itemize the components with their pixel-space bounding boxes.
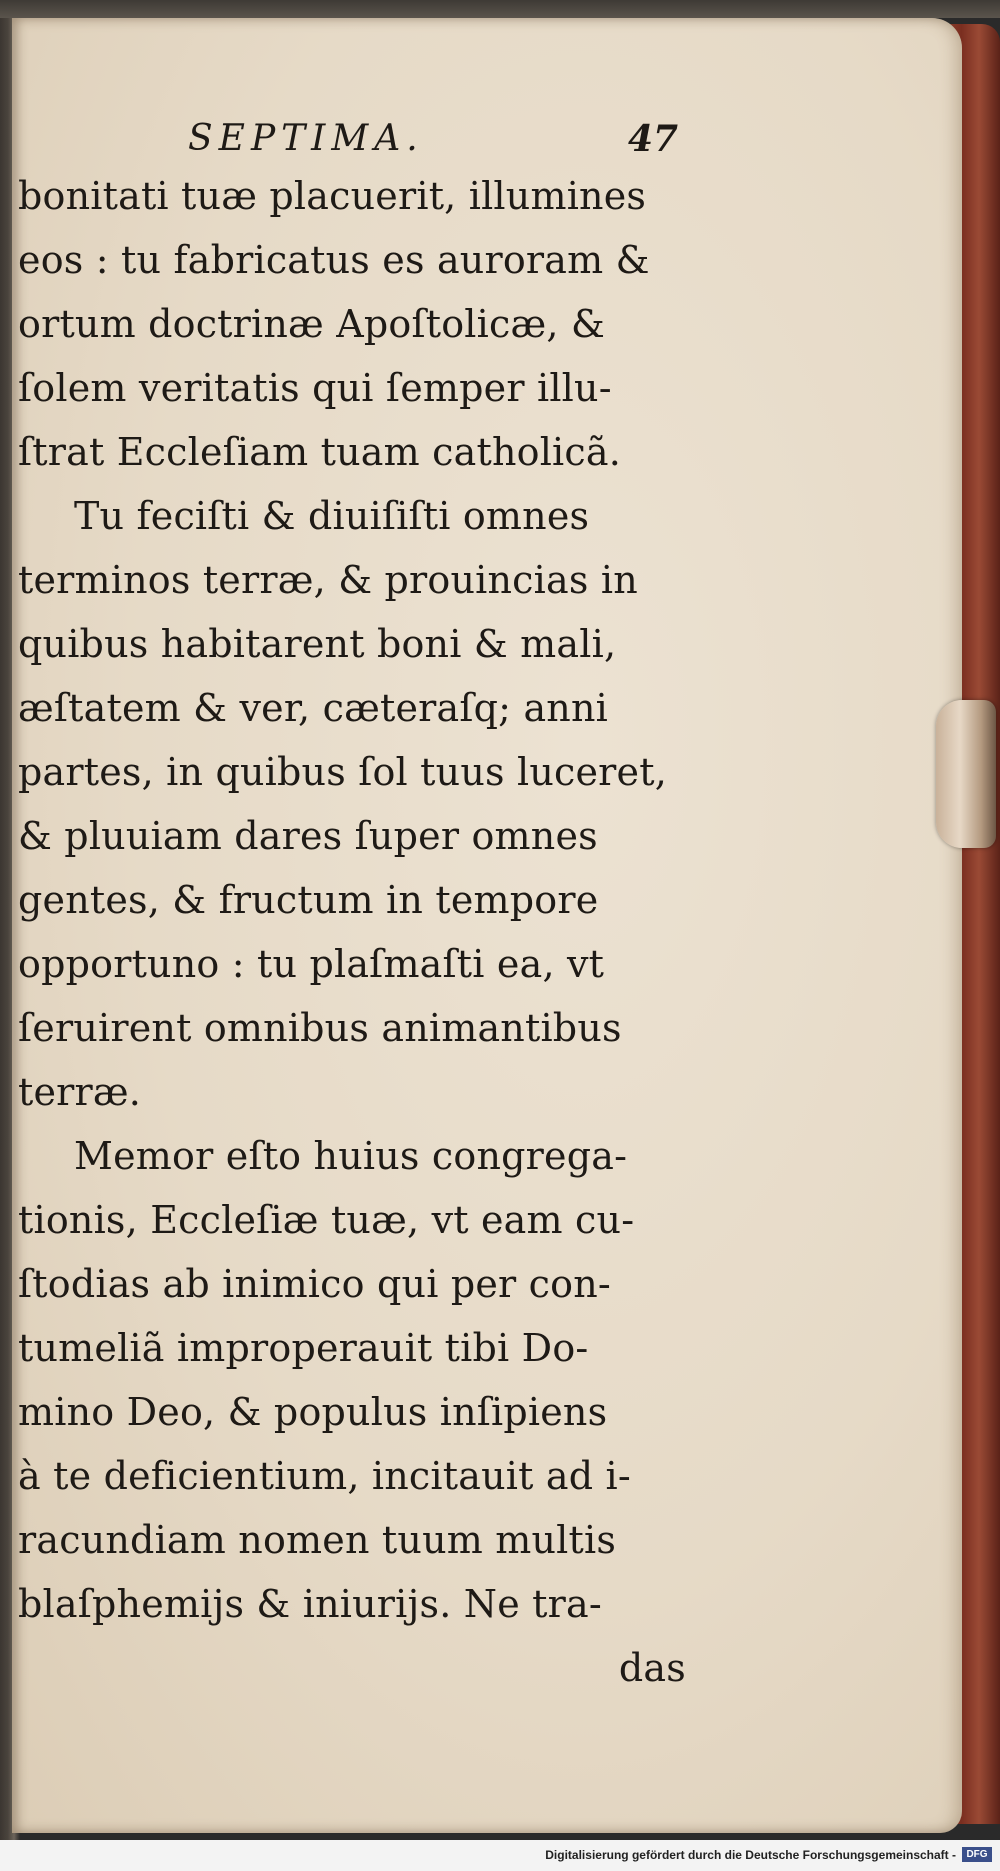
text-line: ortum doctrinæ Apoſtolicæ, & [18, 302, 605, 346]
text-line: ſtrat Eccleſiam tuam catholicã. [18, 430, 622, 474]
text-line: bonitati tuæ placuerit, illumines [18, 174, 647, 218]
text-line: à te deficientium, incitauit ad i- [18, 1454, 631, 1498]
text-line: blaſphemijs & iniurijs. Ne tra- [18, 1582, 602, 1626]
text-line: tionis, Eccleſiæ tuæ, vt eam cu- [18, 1198, 635, 1242]
text-line: tumeliã improperauit tibi Do- [18, 1326, 589, 1370]
page-number: 47 [628, 118, 679, 160]
text-line: Memor eſto huius congrega- [74, 1134, 628, 1178]
text-line: opportuno : tu plaſmaſti ea, vt [18, 942, 605, 986]
text-line: terminos terræ, & prouincias in [18, 558, 638, 602]
text-line: terræ. [18, 1070, 142, 1114]
dfg-logo-badge: DFG [962, 1847, 992, 1862]
text-line: ſtodias ab inimico qui per con- [18, 1262, 611, 1306]
text-line: ſolem veritatis qui ſemper illu- [18, 366, 612, 410]
text-line: partes, in quibus ſol tuus luceret, [18, 750, 667, 794]
digitization-footer [0, 1840, 1000, 1871]
page-clip [936, 700, 996, 848]
scan-top-margin [0, 0, 1000, 18]
text-line: mino Deo, & populus inſipiens [18, 1390, 608, 1434]
text-line: quibus habitarent boni & mali, [18, 622, 617, 666]
text-line: eos : tu fabricatus es auroram & [18, 238, 650, 282]
text-line: gentes, & fructum in tempore [18, 878, 599, 922]
text-line: & pluuiam dares ſuper omnes [18, 814, 598, 858]
text-line: æſtatem & ver, cæteraſq; anni [18, 686, 608, 730]
page-header [18, 100, 698, 164]
running-title: SEPTIMA. [188, 118, 424, 159]
text-line: ſeruirent omnibus animantibus [18, 1006, 622, 1050]
catchword: das [618, 1646, 686, 1690]
page-text [18, 100, 698, 1700]
funding-credit: Digitalisierung gefördert durch die Deutsche Forschungsgemeinschaft - [545, 1848, 956, 1862]
text-line: racundiam nomen tuum multis [18, 1518, 617, 1562]
text-line: Tu feciſti & diuiſiſti omnes [74, 494, 590, 538]
